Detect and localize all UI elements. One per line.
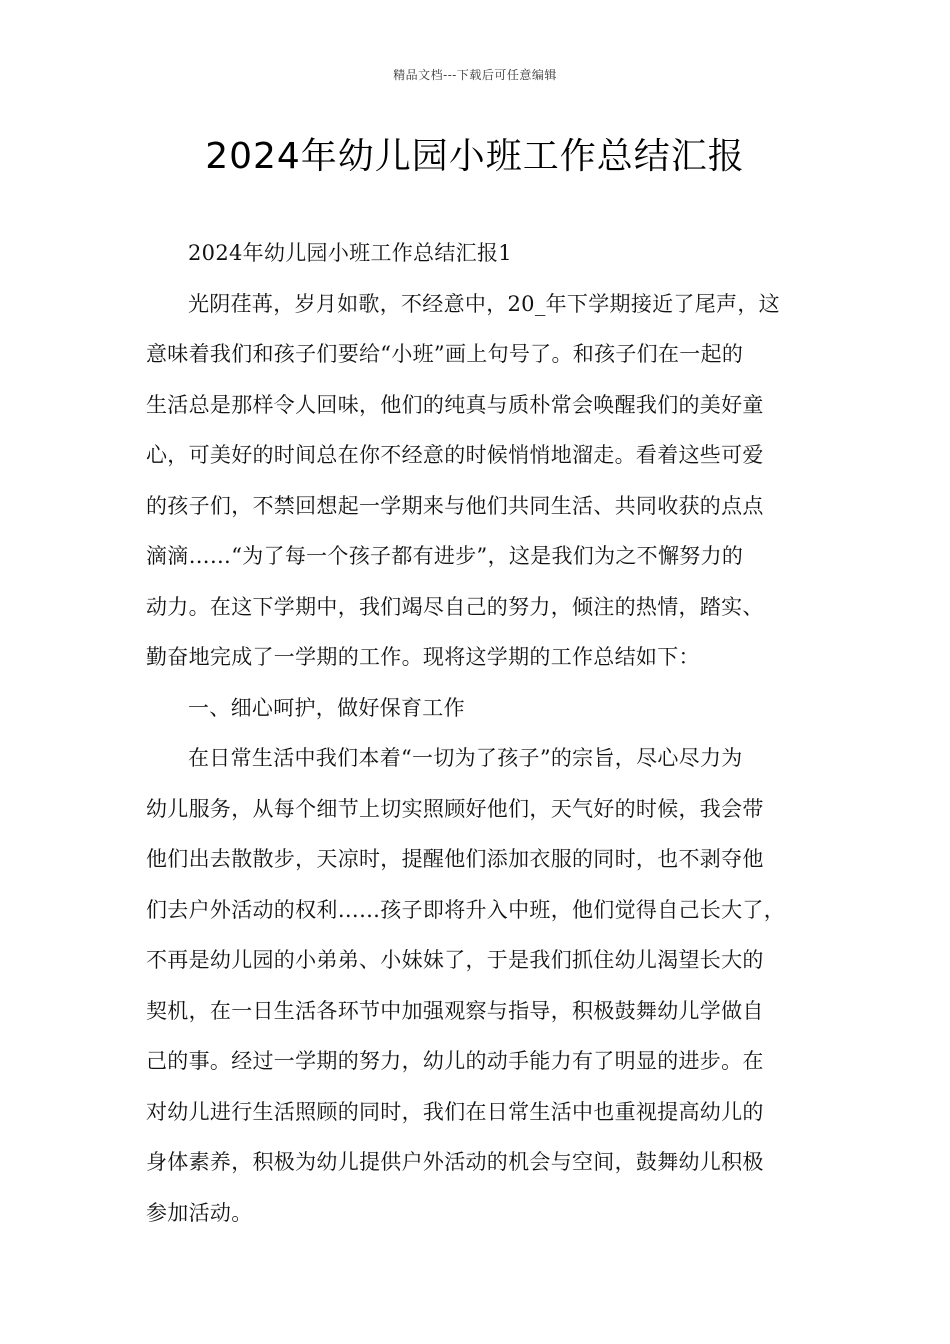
header-note: 精品文档---下载后可任意编辑 [393, 68, 557, 82]
paragraph-line: 在日常生活中我们本着“一切为了孩子”的宗旨，尽心尽力为 [188, 746, 743, 770]
paragraph-line: 的孩子们，不禁回想起一学期来与他们共同生活、共同收获的点点 [146, 493, 764, 518]
paragraph-line: 滴滴……“为了每一个孩子都有进步”，这是我们为之不懈努力的 [146, 544, 744, 568]
document-title: 2024年幼儿园小班工作总结汇报 [205, 136, 745, 177]
paragraph-line: 己的事。经过一学期的努力，幼儿的动手能力有了明显的进步。在 [146, 1049, 764, 1073]
paragraph-line: 勤奋地完成了一学期的工作。现将这学期的工作总结如下： [146, 645, 700, 669]
paragraph-line: 对幼儿进行生活照顾的同时，我们在日常生活中也重视提高幼儿的 [146, 1099, 764, 1124]
paragraph-line: 动力。在这下学期中，我们竭尽自己的努力，倾注的热情，踏实、 [146, 594, 764, 619]
paragraph-line: 身体素养，积极为幼儿提供户外活动的机会与空间，鼓舞幼儿积极 [146, 1150, 764, 1174]
paragraph-line: 不再是幼儿园的小弟弟、小妹妹了，于是我们抓住幼儿渴望长大的 [146, 948, 764, 972]
paragraph-line: 生活总是那样令人回味，他们的纯真与质朴常会唤醒我们的美好童 [146, 392, 764, 417]
paragraph-line: 幼儿服务，从每个细节上切实照顾好他们，天气好的时候，我会带 [146, 796, 764, 821]
paragraph-line: 们去户外活动的权利……孩子即将升入中班，他们觉得自己长大了， [146, 897, 785, 922]
paragraph-line: 他们出去散散步，天凉时，提醒他们添加衣服的同时，也不剥夺他 [146, 847, 764, 871]
paragraph-line: 参加活动。 [146, 1200, 253, 1225]
subtitle-line: 2024年幼儿园小班工作总结汇报1 [188, 241, 512, 265]
paragraph-line: 契机，在一日生活各环节中加强观察与指导，积极鼓舞幼儿学做自 [146, 998, 764, 1023]
document-body [146, 228, 812, 1238]
paragraph-line: 光阴荏苒，岁月如歌，不经意中，20_年下学期接近了尾声，这 [188, 291, 780, 316]
paragraph-line: 心，可美好的时间总在你不经意的时候悄悄地溜走。看着这些可爱 [146, 443, 764, 467]
paragraph-line: 意味着我们和孩子们要给“小班”画上句号了。和孩子们在一起的 [146, 342, 744, 366]
section-heading: 一、细心呵护，做好保育工作 [188, 695, 465, 720]
